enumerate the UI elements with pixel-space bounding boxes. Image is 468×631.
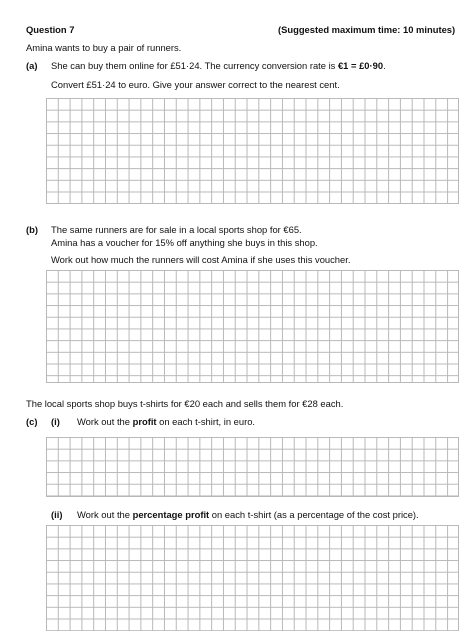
answer-grid-c-ii[interactable] bbox=[46, 525, 459, 631]
part-a-instruction: Convert £51·24 to euro. Give your answer correct to the nearest cent. bbox=[51, 79, 340, 90]
part-c-ii-pre: Work out the bbox=[77, 509, 133, 520]
part-c-ii-instruction bbox=[77, 509, 419, 520]
conversion-rate: €1 = £0·90 bbox=[337, 60, 384, 71]
part-a-statement-text: She can buy them online for £51·24. The currency conversion rate is bbox=[51, 60, 338, 71]
part-a-period: . bbox=[383, 60, 386, 71]
answer-grid-c-i[interactable] bbox=[46, 437, 459, 497]
part-c-i-label: (i) bbox=[51, 416, 60, 427]
part-a-label: (a) bbox=[26, 60, 38, 71]
part-b-line-2: Amina has a voucher for 15% off anything she buys in this shop. bbox=[51, 237, 318, 248]
part-c-ii-label: (ii) bbox=[51, 509, 63, 520]
part-b-instruction: Work out how much the runners will cost Amina if she uses this voucher. bbox=[51, 254, 351, 265]
part-c-i-pre: Work out the bbox=[77, 416, 133, 427]
part-b-line-1: The same runners are for sale in a local sports shop for €65. bbox=[51, 224, 302, 235]
question-title: Question 7 bbox=[26, 24, 75, 35]
answer-grid-b[interactable] bbox=[46, 270, 459, 383]
part-c-ii-post: on each t-shirt (as a percentage of the cost price). bbox=[209, 509, 419, 520]
part-c-label: (c) bbox=[26, 416, 38, 427]
part-c-i-post: on each t-shirt, in euro. bbox=[156, 416, 256, 427]
answer-grid-a[interactable] bbox=[46, 98, 459, 204]
part-c-ii-keyword: percentage profit bbox=[132, 509, 210, 520]
part-c-i-keyword: profit bbox=[132, 416, 157, 427]
part-a-statement bbox=[51, 60, 386, 71]
part-c-i-instruction bbox=[77, 416, 255, 427]
question-intro: Amina wants to buy a pair of runners. bbox=[26, 42, 182, 53]
suggested-time: (Suggested maximum time: 10 minutes) bbox=[278, 24, 456, 35]
part-b-label: (b) bbox=[26, 224, 38, 235]
part-c-stem: The local sports shop buys t-shirts for €20 each and sells them for €28 each. bbox=[26, 398, 344, 409]
